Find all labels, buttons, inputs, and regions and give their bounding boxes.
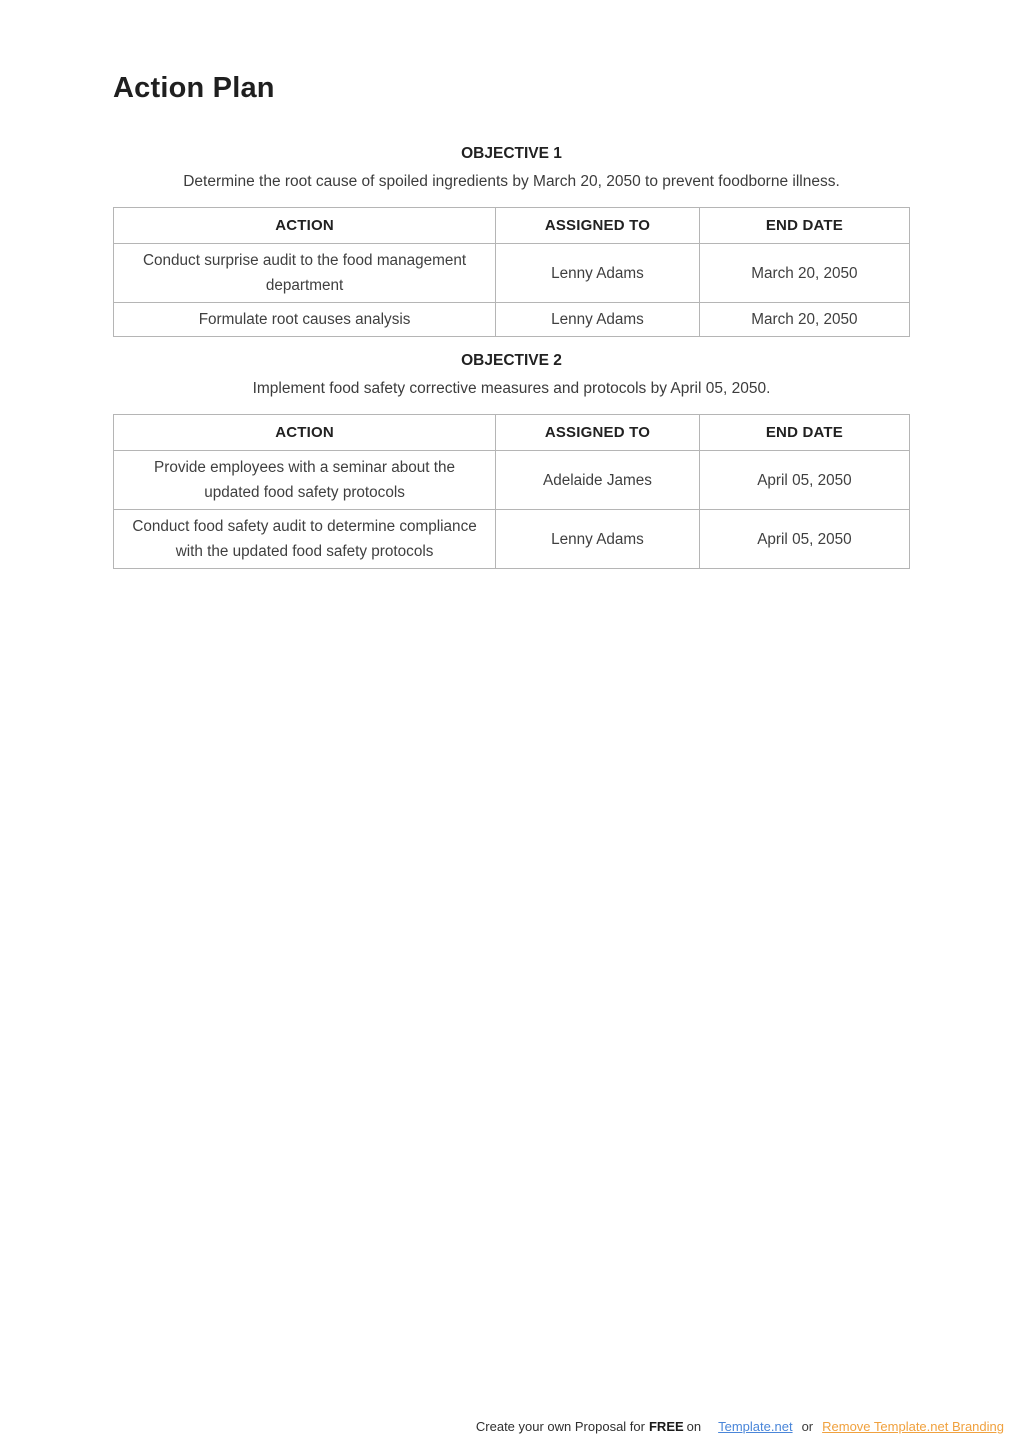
- cell-action: Conduct surprise audit to the food management department: [114, 244, 496, 303]
- column-header-action: ACTION: [114, 415, 496, 451]
- footer-text: Create your own Proposal for: [475, 1419, 645, 1434]
- cell-action: Conduct food safety audit to determine compliance with the updated food safety protocols: [114, 510, 496, 569]
- column-header-assigned-to: ASSIGNED TO: [496, 415, 700, 451]
- document-content: [0, 0, 1024, 569]
- footer-text: or: [801, 1419, 814, 1434]
- cell-end-date: April 05, 2050: [699, 451, 909, 510]
- footer-text: on: [686, 1419, 702, 1434]
- table-row: [114, 451, 910, 510]
- table-row: [114, 303, 910, 337]
- cell-assigned-to: Lenny Adams: [496, 510, 700, 569]
- table-row: [114, 244, 910, 303]
- objective-1-description: Determine the root cause of spoiled ingredients by March 20, 2050 to prevent foodborne illness.: [183, 173, 840, 190]
- cell-end-date: March 20, 2050: [699, 303, 909, 337]
- template-net-link[interactable]: Template.net: [718, 1419, 793, 1434]
- remove-branding-link[interactable]: Remove Template.net Branding: [822, 1419, 1004, 1434]
- objective-2-heading: OBJECTIVE 2: [461, 352, 562, 369]
- objective-2-description: Implement food safety corrective measures and protocols by April 05, 2050.: [252, 380, 771, 397]
- table-row: [114, 510, 910, 569]
- cell-assigned-to: Adelaide James: [496, 451, 700, 510]
- cell-assigned-to: Lenny Adams: [496, 303, 700, 337]
- cell-assigned-to: Lenny Adams: [496, 244, 700, 303]
- column-header-end-date: END DATE: [699, 415, 909, 451]
- cell-action: Provide employees with a seminar about the updated food safety protocols: [114, 451, 496, 510]
- objective-2-section: [113, 352, 910, 569]
- objective-1-section: [113, 145, 910, 337]
- table-header-row: [114, 208, 910, 244]
- branding-footer: [476, 1419, 1004, 1434]
- cell-end-date: March 20, 2050: [699, 244, 909, 303]
- column-header-end-date: END DATE: [699, 208, 909, 244]
- table-header-row: [114, 415, 910, 451]
- footer-free-text: FREE: [648, 1419, 684, 1434]
- objective-1-heading: OBJECTIVE 1: [461, 145, 562, 162]
- page-title: Action Plan: [113, 72, 275, 104]
- objective-1-table: [113, 207, 910, 337]
- cell-end-date: April 05, 2050: [699, 510, 909, 569]
- column-header-action: ACTION: [114, 208, 496, 244]
- column-header-assigned-to: ASSIGNED TO: [496, 208, 700, 244]
- cell-action: Formulate root causes analysis: [114, 303, 496, 337]
- objective-2-table: [113, 414, 910, 569]
